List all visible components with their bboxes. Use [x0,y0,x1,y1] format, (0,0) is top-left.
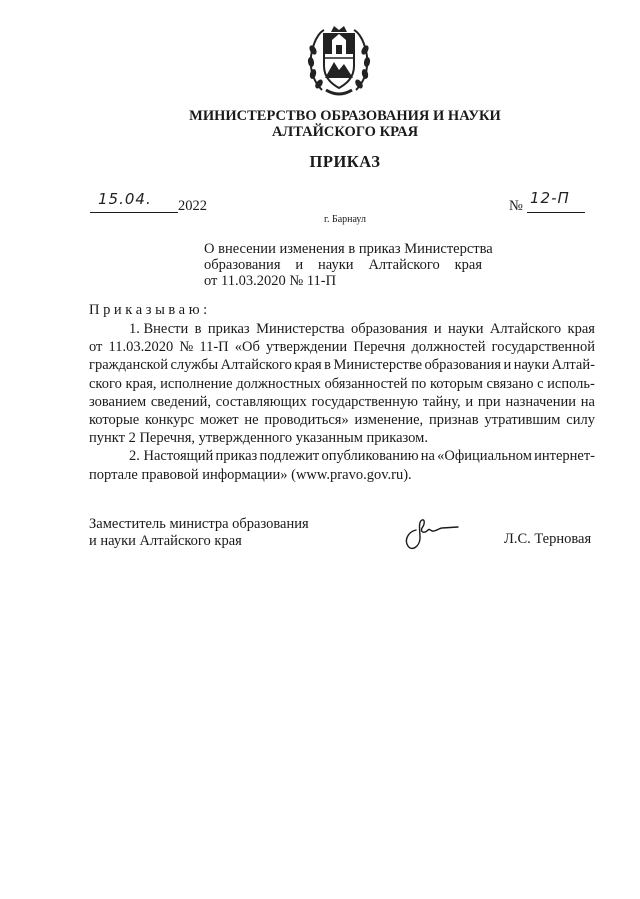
body-word: от [89,339,103,356]
body-word: 1. Внести [129,321,189,337]
body-word: назначении [505,393,576,410]
body-word: приказ [207,321,250,337]
body-word: силу [566,412,595,429]
body-word: края, [125,375,157,392]
body-word: № [179,339,194,356]
subject-word: образования [204,257,281,273]
order-number-handwritten: 12-П [530,189,570,207]
body-line [89,320,595,338]
body-word: исполь- [547,375,595,392]
body-word: на [420,448,435,465]
ministry-name-line2: АЛТАЙСКОГО КРАЯ [271,124,419,140]
date-year: 2022 [178,198,207,214]
body-word: при [477,393,501,410]
signatory-position-line: и науки Алтайского края [89,533,242,549]
subject-word: Алтайского [368,257,440,273]
body-word: в [194,321,202,337]
body-word: утратившим [484,412,561,429]
body-word: опубликованию [321,448,419,465]
body-word: и [465,393,474,410]
body-word: зованием [89,393,147,410]
body-word: которым [429,375,483,392]
body-word: Алтайского [489,321,562,337]
body-line [89,338,595,356]
body-word: проводиться» [264,412,349,429]
body-word: «Официальном [437,448,532,465]
body-word: 11.03.2020 [108,339,174,356]
body-word: в [324,357,331,374]
body-word: Перечня [353,339,406,356]
body-word: 2. Настоящий [129,448,214,465]
body-word: Министерства [256,321,345,337]
body-word: государственной [491,339,595,356]
body-word: государственную [311,393,418,410]
body-word: ского [89,375,122,392]
body-word: науки [448,321,484,337]
body-line [89,447,595,465]
body-word: науки [513,357,550,374]
subject-line: от 11.03.2020 № 11-П [204,273,337,289]
body-word: конкурс [145,412,195,429]
body-word: изменение, [354,412,424,429]
subject-word: и [295,257,304,273]
body-word: подлежит [259,448,320,465]
body-word: исполнение [160,375,233,392]
body-word: приказ [215,448,258,465]
body-word: и [433,321,442,337]
body-word: Министерстве [333,357,423,374]
signatory-name: Л.С. Терновая [504,531,592,547]
body-line [89,375,595,393]
body-word: должностей [411,339,486,356]
body-word: признав [429,412,479,429]
body-word: может [199,412,239,429]
signature-icon [400,516,464,554]
body-word: интернет- [534,448,595,465]
body-word: и [503,357,512,374]
order-subject [204,241,493,289]
body-word: составляющих [215,393,307,410]
body-word: Алтайского [220,357,292,374]
body-word: сведений, [150,393,212,410]
decree-word: Приказываю: [89,302,211,318]
body-word: утверждении [266,339,348,356]
body-word: связано [486,375,534,392]
body-word: образования [424,357,502,374]
body-word: с [537,375,544,392]
city: г. Барнаул [324,214,366,225]
signatory-position-line: Заместитель министра образования [89,516,309,532]
body-word: на [580,393,595,410]
body-line [89,411,595,429]
document-title: ПРИКАЗ [309,152,381,171]
subject-word: края [454,257,482,273]
body-word: тайну, [422,393,461,410]
date-handwritten: 15.04. [98,190,152,208]
number-sign: № [509,198,523,214]
body-line [89,356,595,374]
subject-word: науки [318,257,354,273]
body-word: образования [350,321,428,337]
body-word: края [567,321,595,337]
body-word: края [294,357,322,374]
body-word: «Об [234,339,260,356]
body-line: пункт 2 Перечня, утвержденного указанным приказом. [89,430,428,447]
body-word: не [244,412,259,429]
body-word: по [411,375,427,392]
body-word: которые [89,412,140,429]
signatory-position [89,516,309,550]
body-word: обязанностей [324,375,408,392]
order-body [89,320,595,484]
body-word: гражданской [89,357,168,374]
coat-of-arms-icon [304,20,374,100]
ministry-name-line1: МИНИСТЕРСТВО ОБРАЗОВАНИЯ И НАУКИ [189,108,501,124]
subject-line-justified [204,257,482,273]
body-line [89,393,595,411]
body-word: должностных [236,375,321,392]
body-word: 11-П [199,339,229,356]
body-word: службы [170,357,219,374]
subject-line: О внесении изменения в приказ Министерства [204,241,493,257]
body-line: портале правовой информации» (www.pravo.gov.ru). [89,466,412,483]
body-word: Алтай- [551,357,595,374]
